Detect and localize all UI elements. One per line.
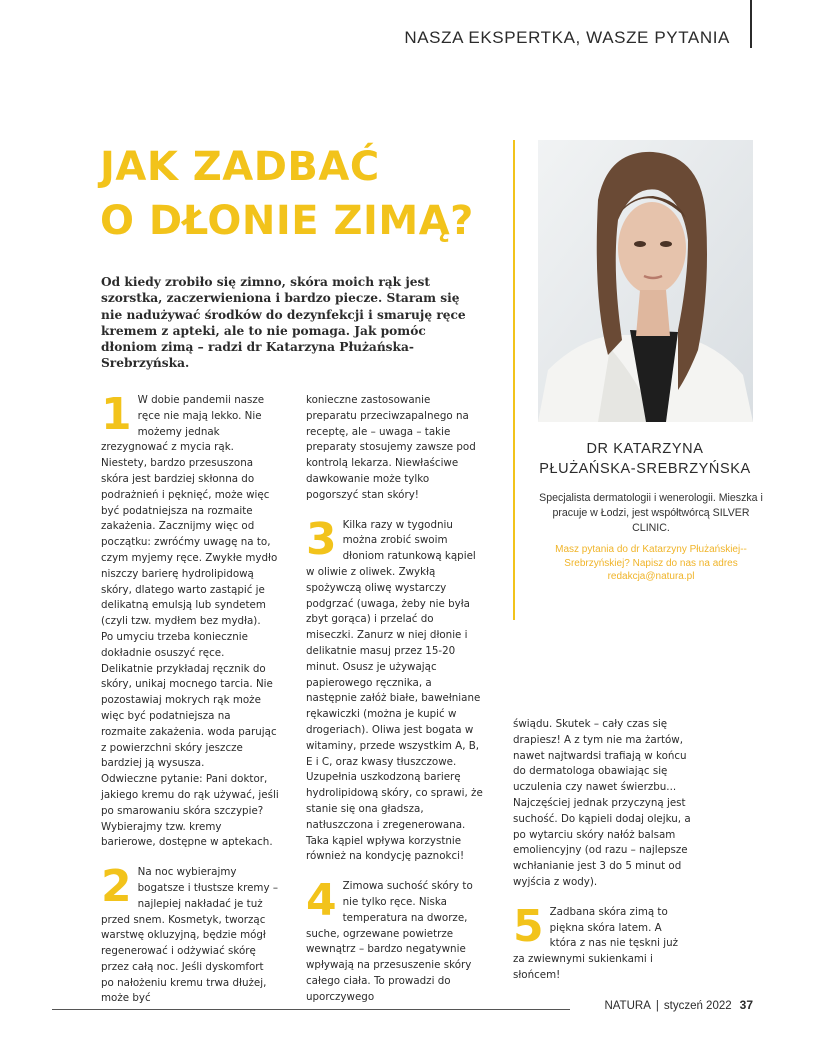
expert-bio: Specjalista dermatologii i wenerologii. Mieszka i pracuje w Łodzi, jest współtwórcą SILVER CLINIC. — [539, 492, 763, 534]
tip-text: W dobie pandemii nasze ręce nie mają lekko. Nie możemy jednak zrezygnować z mycia rąk. Niestety, bardzo przesuszona skóra jest bardziej skłonna do podrażnień i pęknięć, może więc być podatniejsza na rozmaite zakażenia. Zacznijmy więc od początku: zwróćmy uwagę na to, czym myjemy ręce. Zwykłe mydło niszczy barierę hydrolipidową skóry, dlatego warto zastąpić je delikatną emulsją lub syndetem (czyli tzw. mydłem bez mydła). — [101, 394, 278, 628]
tip-text: Po umyciu trzeba koniecznie dokładnie osuszyć ręce. Delikatnie przykładaj ręcznik do skóry, unikaj mocnego tarcia. Nie pozostawiaj mokrych rąk może więc być podatniejsza na rozmaite zakażenia. woda parując z powierzchni skóry jeszcze bardziej ją wysusza. — [101, 630, 277, 770]
tip-number: 4 — [306, 875, 337, 927]
tip-number: 1 — [101, 389, 132, 440]
page-number: 37 — [739, 998, 753, 1012]
expert-contact: Masz pytania do dr Katarzyny Płużańskiej--Srebrzyńskiej? Napisz do nas na adres redakcja@natura.pl — [555, 544, 747, 582]
tip-2-continued: konieczne zastosowanie preparatu przeciwzapalnego na receptę, ale – uwaga – takie preparaty stosujemy zawsze pod kontrolą lekarza. Niewłaściwe dawkowanie może tylko pogorszyć stan skóry! — [306, 394, 476, 501]
tip-3 — [306, 513, 484, 866]
expert-portrait — [538, 140, 753, 422]
tip-4 — [306, 875, 484, 1005]
tip-1 — [101, 389, 279, 851]
tip-text: Kilka razy w tygodniu można zrobić swoim dłoniom ratunkową kąpiel w oliwie z oliwek. Zwykłą spożywczą oliwę wystarczy podgrzać (uwaga, żeby nie była zbyt gorąca) i przelać do miseczki. Zanurz w niej dłonie i delikatnie masuj przez 15-20 minut. Osusz je używając papierowego ręcznika, a następnie załóż białe, bawełniane rękawiczki (można je kupić w drogeriach). Oliwa jest bogata w witaminy, przede wszystkim A, B, E i C, oraz kwasy tłuszczowe. Uzupełnia uszkodzoną barierę hydrolipidową skóry, co sprawi, że stanie się ona gładsza, natłuszczona i zregenerowana. Taka kąpiel wpływa korzystnie również na kondycję paznokci! — [306, 518, 483, 863]
tip-number: 2 — [101, 861, 132, 913]
section-header: NASZA EKSPERTKA, WASZE PYTANIA — [404, 28, 730, 47]
tip-2 — [101, 861, 279, 1007]
page-footer: NATURA | styczeń 2022 37 — [604, 998, 753, 1012]
tip-text: Na noc wybierajmy bogatsze i tłustsze kremy – najlepiej nakładać je tuż przed snem. Kosmetyk, tworząc warstwę okluzyjną, będzie mógł regenerować i odżywiać skórę przez całą noc. Jeśli dyskomfort po nałożeniu kremu trwa dłużej, może być — [101, 866, 278, 1005]
column-2 — [306, 393, 484, 1005]
tip-number: 5 — [513, 900, 544, 952]
tip-4-continued: świądu. Skutek – cały czas się drapiesz! A z tym nie ma żartów, nawet najtwardsi trafiają w końcu do dermatologa obawiając się uczulenia czy nawet świerzbu... Najczęściej jednak przyczyną jest suchość. Do kąpieli dodaj olejku, a po wytarciu skóry nałóż balsam emoliencyjny (od razu – najlepsze wchłanianie jest 3 do 5 minut od wyjścia z wody). — [513, 718, 691, 888]
tip-text: Zimowa suchość skóry to nie tylko ręce. Niska temperatura na dworze, suche, ogrzewane powietrze wewnątrz – bardzo negatywnie wpływają na przesuszenie skóry całego ciała. To prowadzi do uporczywego — [306, 880, 473, 1003]
footer-rule — [52, 1009, 570, 1010]
header-vertical-rule — [750, 0, 752, 48]
tip-text: Odwieczne pytanie: Pani doktor, jakiego kremu do rąk używać, jeśli po smarowaniu skóra szczypie? Wybierajmy tzw. kremy barierowe, dostępne w aptekach. — [101, 773, 279, 849]
article-title — [100, 140, 520, 248]
column-1 — [101, 389, 279, 1007]
tip-5 — [513, 900, 691, 984]
title-line-1: JAK ZADBAĆ — [100, 144, 380, 190]
accent-divider — [513, 140, 515, 620]
expert-name-line-1: DR KATARZYNA — [586, 441, 704, 457]
title-line-2: O DŁONIE ZIMĄ? — [100, 198, 474, 244]
expert-name — [530, 439, 760, 479]
tip-text: Zadbana skóra zimą to piękna skóra latem. A która z nas nie tęskni już za zwiewnymi sukienkami i słońcem! — [513, 905, 679, 981]
expert-name-line-2: PŁUŻAŃSKA-SREBRZYŃSKA — [539, 461, 751, 477]
tip-number: 3 — [306, 513, 337, 565]
column-3 — [513, 717, 691, 984]
footer-issue: styczeń 2022 — [663, 1000, 732, 1012]
lead-paragraph: Od kiedy zrobiło się zimno, skóra moich rąk jest szorstka, zaczerwieniona i bardzo piecze. Staram się nie nadużywać środków do dezynfekcji i smaruję ręce kremem z apteki, ale to nie pomaga. Jak pomóc dłoniom zimą – radzi dr Katarzyna Płużańska-Srebrzyńska. — [101, 275, 466, 371]
footer-magazine: NATURA — [604, 1000, 651, 1012]
